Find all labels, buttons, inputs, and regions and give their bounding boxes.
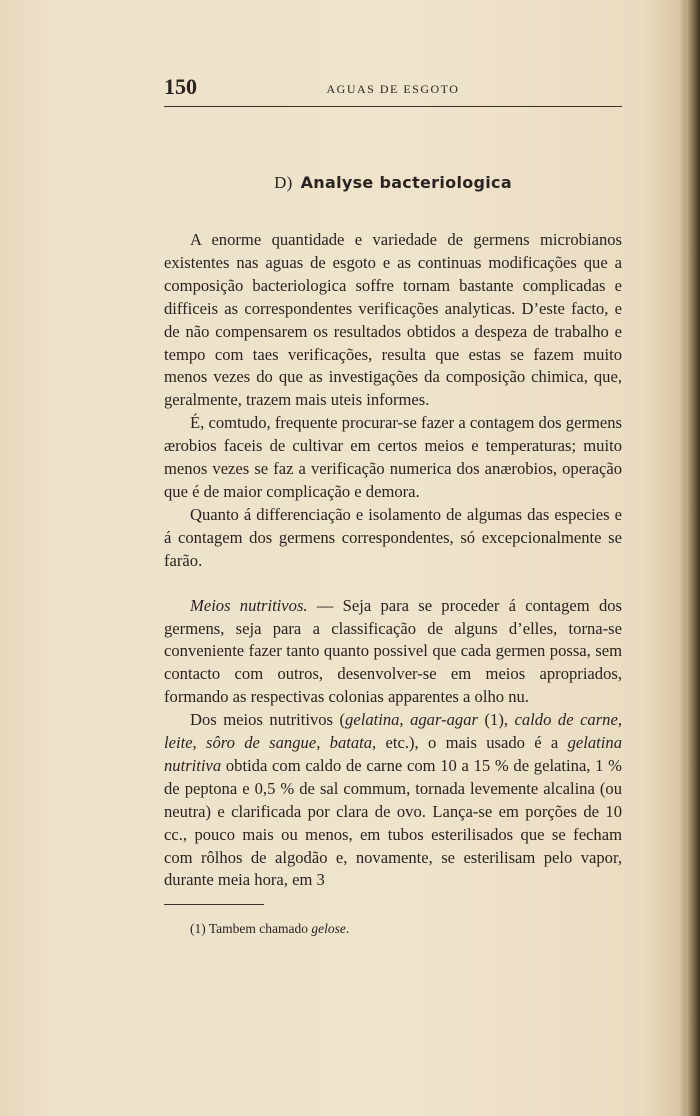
footnote-text: (1) Tambem chamado: [190, 921, 312, 937]
paragraph-italic: caldo de carne, leite, sôro de sangue, batata,: [164, 710, 622, 753]
header-rule: [164, 106, 622, 107]
running-title: AGUAS DE ESGOTO: [326, 82, 460, 96]
paragraph: [164, 709, 622, 892]
page-header: [164, 72, 622, 106]
paragraph-text: Dos meios nutritivos (: [190, 710, 346, 730]
paragraph: A enorme quantidade e variedade de germens microbianos existentes nas aguas de esgoto e as continuas modificações que a composição bacteriologica soffre tornam bastante complicadas e difficeis as correspondentes verificações analyticas. D’este facto, e de não compensarem os resultados obtidos a despeza de trabalho e tempo com taes verificações, resulta que estas se fazem muito menos vezes do que as investigações da composição chimica, que, geralmente, trazem mais uteis informes.: [164, 230, 622, 410]
section-title: Analyse bacteriologica: [300, 173, 512, 192]
section-heading: [164, 173, 622, 193]
footnote-rule: [164, 904, 264, 905]
section-letter: D): [274, 173, 293, 192]
body-text: [164, 229, 622, 892]
page-content: [164, 72, 622, 937]
footnote-end: .: [345, 921, 350, 937]
paragraph: [164, 595, 622, 710]
footnote: [190, 921, 622, 937]
paragraph-text: etc.), o mais usado é a: [376, 733, 568, 753]
paragraph-italic: gelatina nutritiva: [164, 733, 622, 775]
paragraph-text: — Seja para se proceder á contagem dos germens, seja para a classificação de alguns d’elles, torna-se conveniente fazer tanto quanto possivel que cada germen possa, sem contacto com outros, desenvolver-se em meios apropriados, formando as respectivas colonias apparentes a olho nu.: [164, 595, 622, 707]
page-edge-shadow: [686, 0, 700, 1116]
paragraph-text: obtida com caldo de carne com 10 a 15 % de gelatina, 1 % de peptona e 0,5 % de sal commum, tornada levemente alcalina (ou neutra) e clarificada por clara de ovo. Lança-se em porções de 10 cc., pouco mais ou menos, em tubos esterilisados que se fecham com rôlhos de algodão e, novamente, se esterilisam pelo vapor, durante meia hora, em 3: [164, 755, 622, 890]
footnote-term: gelose: [311, 921, 346, 937]
paragraph: É, comtudo, frequente procurar-se fazer a contagem dos germens ærobios faceis de cultivar em certos meios e temperaturas; muito menos vezes se faz a verificação numerica dos anærobios, operação que é de maior complicação e demora.: [164, 413, 622, 501]
paragraph-lead: Meios nutritivos.: [190, 595, 308, 615]
page-number: 150: [164, 74, 197, 99]
paragraph: Quanto á differenciação e isolamento de algumas das especies e á contagem dos germens correspondentes, só excepcionalmente se farão.: [164, 504, 622, 570]
paragraph-italic: gelatina, agar-agar: [345, 710, 478, 730]
paragraph-text: (1),: [477, 710, 515, 730]
